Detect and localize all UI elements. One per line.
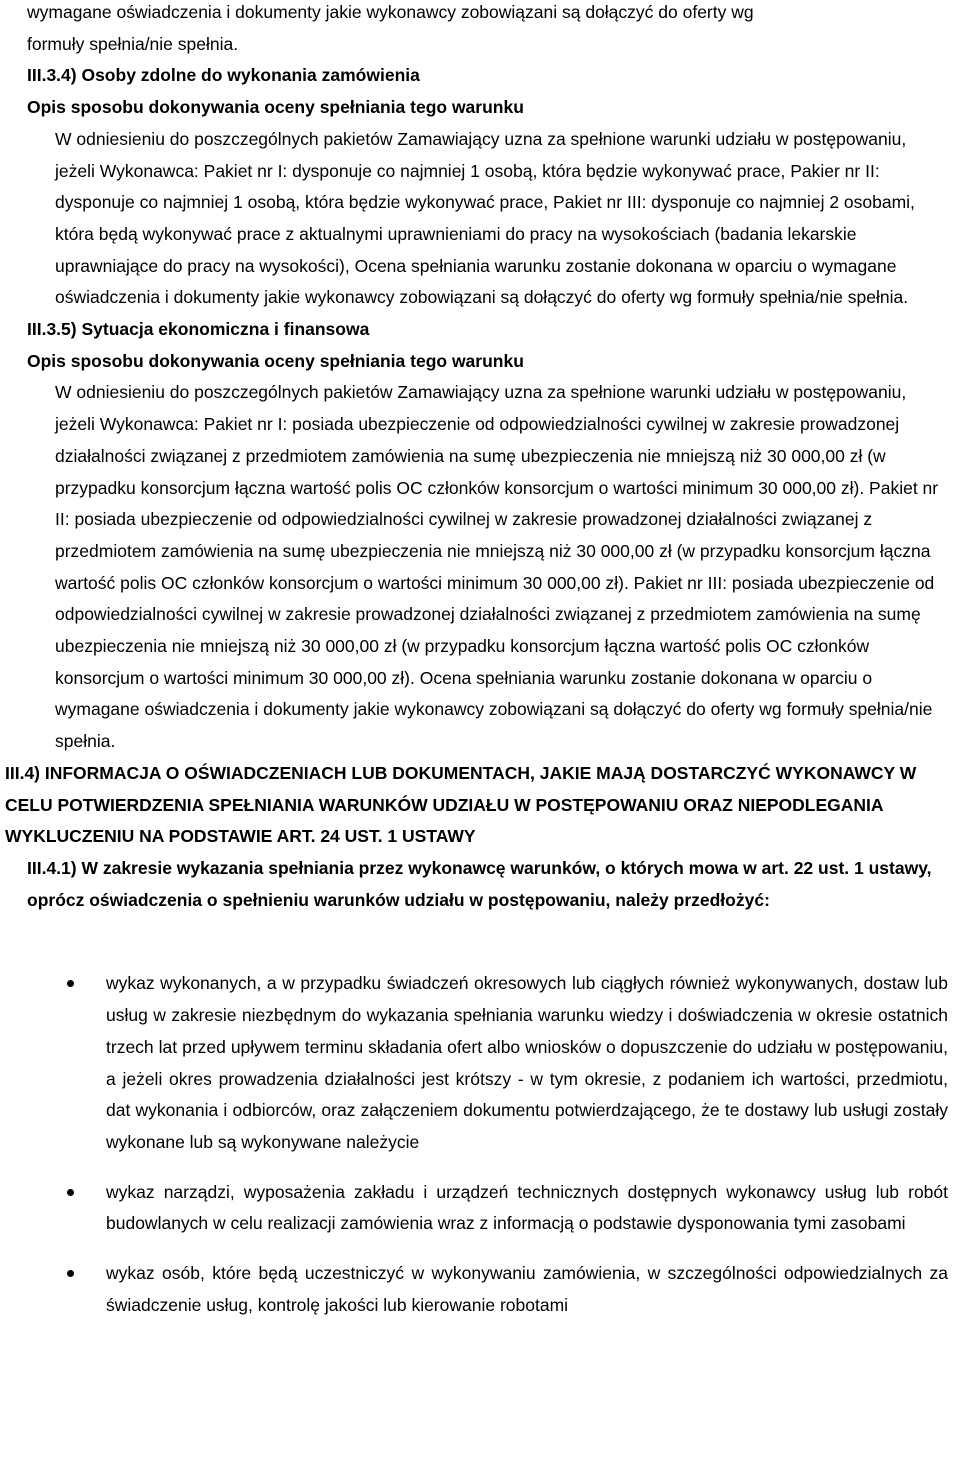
list-item-text: wykaz narządzi, wyposażenia zakładu i urządzeń technicznych dostępnych wykonawcy usług lub robót budowlanych w celu realizacji zamówienia wraz z informacją o podstawie dysponowania tymi zasobami <box>106 1181 948 1234</box>
section-subheading: Opis sposobu dokonywania oceny spełniania tego warunku <box>27 350 524 371</box>
section-body: W odniesieniu do poszczególnych pakietów Zamawiający uzna za spełnione warunki udziału w postępowaniu, jeżeli Wykonawca: Pakiet nr I: dysponuje co najmniej 1 osobą, która będzie wykonywać prace, Pakier nr II: dysponuje co najmniej 1 osobą, która będzie wykonywać prace, Pakiet nr III: dysponuje co najmniej 2 osobami, która będą wykonywać prace z aktualnymi uprawnieniami do pracy na wysokościach (badania lekarskie uprawniające do pracy na wysokości), Ocena spełniania warunku zostanie dokonana w oparciu o wymagane oświadczenia i dokumenty jakie wykonawcy zobowiązani są dołączyć do oferty wg formuły spełnia/nie spełnia. <box>55 128 915 308</box>
list-item-text: wykaz wykonanych, a w przypadku świadczeń okresowych lub ciągłych również wykonywanych, dostaw lub usług w zakresie niezbędnym do wykazania spełniania warunku wiedzy i doświadczenia w okresie ostatnich trzech lat przed upływem terminu składania ofert albo wniosków o dopuszczenie do udziału w postępowaniu, a jeżeli okres prowadzenia działalności jest krótszy - w tym okresie, z podaniem ich wartości, przedmiotu, dat wykonania i odbiorców, oraz załączeniem dokumentu potwierdzającego, że te dostawy lub usługi zostały wykonane lub są wykonywane należycie <box>106 973 948 1152</box>
bullet-icon <box>67 1189 74 1196</box>
section-body: W odniesieniu do poszczególnych pakietów Zamawiający uzna za spełnione warunki udziału w postępowaniu, jeżeli Wykonawca: Pakiet nr I: posiada ubezpieczenie od odpowiedzialności cywilnej w zakresie prowadzonej działalności związanej z przedmiotem zamówienia na sumę ubezpieczenia nie mniejszą niż 30 000,00 zł (w przypadku konsorcjum łączna wartość polis OC członków konsorcjum o wartości minimum 30 000,00 zł). Pakiet nr II: posiada ubezpieczenie od odpowiedzialności cywilnej w zakresie prowadzonej działalności związanej z przedmiotem zamówienia na sumę ubezpieczenia nie mniejszą niż 30 000,00 zł (w przypadku konsorcjum łączna wartość polis OC członków konsorcjum o wartości minimum 30 000,00 zł). Pakiet nr III: posiada ubezpieczenie od odpowiedzialności cywilnej w zakresie prowadzonej działalności związanej z przedmiotem zamówienia na sumę ubezpieczenia nie mniejszą niż 30 000,00 zł (w przypadku konsorcjum łączna wartość polis OC członków konsorcjum o wartości minimum 30 000,00 zł). Ocena spełniania warunku zostanie dokonana w oparciu o wymagane oświadczenia i dokumenty jakie wykonawcy zobowiązani są dołączyć do oferty wg formuły spełnia/nie spełnia. <box>55 382 939 752</box>
list-item <box>0 1258 960 1321</box>
bullet-icon <box>67 1270 74 1277</box>
section-heading: III.3.4) Osoby zdolne do wykonania zamówienia <box>27 65 420 86</box>
section-3-3-5 <box>0 314 960 758</box>
section-heading: III.4) INFORMACJA O OŚWIADCZENIACH LUB DOKUMENTACH, JAKIE MAJĄ DOSTARCZYĆ WYKONAWCY W CELU POTWIERDZENIA SPEŁNIANIA WARUNKÓW UDZIAŁU W POSTĘPOWANIU ORAZ NIEPODLEGANIA WYKLUCZENIU NA PODSTAWIE ART. 24 UST. 1 USTAWY <box>5 762 917 847</box>
list-item <box>0 968 960 1158</box>
section-heading: III.3.5) Sytuacja ekonomiczna i finansowa <box>27 319 370 340</box>
list-item-text: wykaz osób, które będą uczestniczyć w wykonywaniu zamówienia, w szczególności odpowiedzialnych za świadczenie usług, kontrolę jakości lub kierowanie robotami <box>106 1263 948 1315</box>
section-3-3-4 <box>0 60 960 314</box>
continued-text <box>0 0 960 60</box>
section-subheading: Opis sposobu dokonywania oceny spełniania tego warunku <box>27 97 524 118</box>
continued-line-1: wymagane oświadczenia i dokumenty jakie wykonawcy zobowiązani są dołączyć do oferty wg <box>27 2 754 22</box>
section-3-4 <box>0 758 960 1322</box>
list-item <box>0 1177 960 1240</box>
bullet-icon <box>67 980 74 987</box>
section-subheading: III.4.1) W zakresie wykazania spełniania przez wykonawcę warunków, o których mowa w art. 22 ust. 1 ustawy, oprócz oświadczenia o spełnieniu warunków udziału w postępowaniu, należy przedłożyć: <box>27 857 932 910</box>
continued-line-2: formuły spełnia/nie spełnia. <box>27 33 239 54</box>
requirements-list <box>0 968 960 1321</box>
